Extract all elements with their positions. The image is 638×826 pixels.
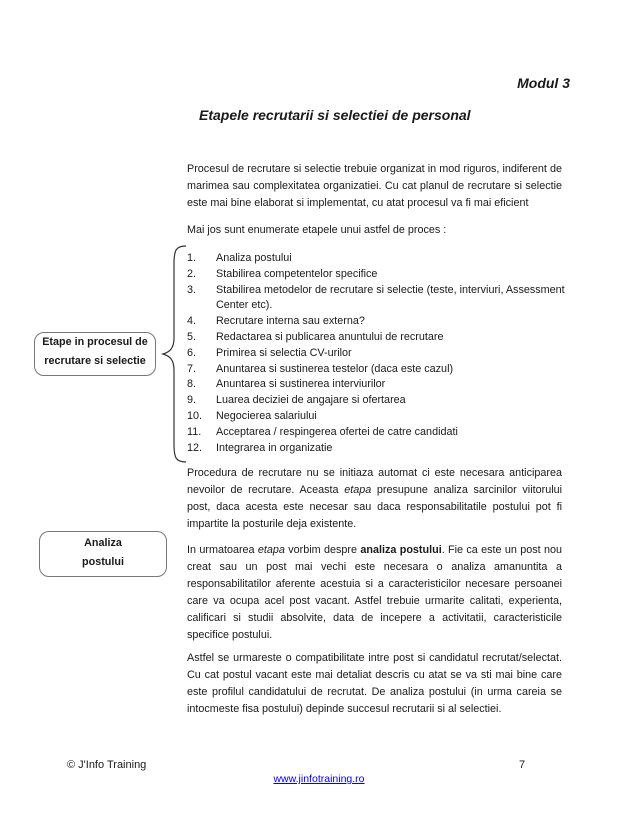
etape-box (34, 332, 156, 376)
p4-text-c: . Fie ca este un post nou creat sau un post mai vechi este necesara o analiza amanuntita a responsabilitatilor aferente acestuia si a caracteristicilor necesare persoanei care va ocupa acel post vacant. Astfel trebuie urmarite calitati, experienta, calificari si studii absolvite, data de incepere a activitatii, caracteristicile specifice postului. (187, 544, 562, 641)
step-text: Anuntarea si sustinerea testelor (daca este cazul) (216, 362, 454, 375)
step-number: 10. (187, 409, 203, 422)
p4-strong: analiza postului (360, 544, 442, 556)
step-text: Stabilirea metodelor de recrutare si selectie (teste, interviuri, Assessment Center etc). (216, 283, 565, 312)
step-item (187, 441, 567, 457)
step-item (187, 330, 567, 346)
step-text: Redactarea si publicarea anuntului de recrutare (216, 330, 444, 343)
step-item (187, 283, 567, 315)
p3-text-b: presupune analiza sarcinilor viitorului post, daca acesta este necesar sau daca responsabilitatile postului pot fi impartite la posturile deja existente. (187, 484, 562, 530)
footer-copyright: © J'Info Training (67, 759, 147, 771)
step-item (187, 251, 567, 267)
etape-box-line2: recrutare si selectie (44, 355, 146, 367)
step-number: 6. (187, 346, 197, 359)
step-text: Integrarea in organizatie (216, 441, 333, 454)
analiza-box (39, 531, 167, 577)
procedure-paragraph (187, 465, 562, 533)
step-text: Primirea si selectia CV-urilor (216, 346, 352, 359)
step-item (187, 346, 567, 362)
step-text: Acceptarea / respingerea ofertei de catre candidati (216, 425, 458, 438)
footer-link[interactable]: www.jinfotraining.ro (273, 773, 365, 785)
intro-paragraph: Procesul de recrutare si selectie trebuie organizat in mod riguros, indiferent de marimea sau complexitatea organizatiei. Cu cat planul de recrutare si selectie este mai bine elaborat si implementat, cu atat procesul va fi mai eficient (187, 163, 562, 209)
step-text: Analiza postului (216, 252, 292, 264)
step-text: Luarea deciziei de angajare si ofertarea (216, 394, 406, 407)
step-item (187, 393, 567, 409)
step-text: Anuntarea si sustinerea interviurilor (216, 378, 386, 391)
step-number: 12. (187, 441, 203, 454)
step-number: 11. (187, 425, 202, 438)
steps-list (187, 251, 567, 456)
p3-text-a: Procedura de recrutare nu se initiaza automat ci este necesara anticiparea nevoilor de recrutare. Aceasta (187, 467, 562, 496)
page-number: 7 (519, 759, 526, 771)
etape-box-line1: Etape in procesul de (42, 336, 148, 348)
p4-text-a: In urmatoarea (187, 544, 258, 556)
step-item (187, 267, 567, 283)
step-item (187, 409, 567, 425)
analiza-paragraph (187, 542, 562, 644)
analiza-box-line2: postului (82, 556, 124, 568)
step-number: 8. (187, 378, 197, 391)
step-number: 2. (187, 267, 197, 280)
list-intro: Mai jos sunt enumerate etapele unui astfel de proces : (187, 224, 447, 236)
step-text: Stabilirea competentelor specifice (216, 267, 378, 280)
p4-text-b: vorbim despre (284, 544, 361, 556)
step-text: Recrutare interna sau externa? (216, 315, 365, 328)
module-label: Modul 3 (517, 75, 570, 91)
step-text: Negocierea salariului (216, 409, 317, 422)
step-item (187, 377, 567, 393)
step-number: 9. (187, 394, 197, 407)
step-item (187, 314, 567, 330)
curly-brace (160, 244, 190, 466)
compatibility-paragraph: Astfel se urmareste o compatibilitate intre post si candidatul recrutat/selectat. Cu cat postul vacant este mai detaliat descris cu atat se va sti mai bine care este profilul candidatului de recrutat. De analiza postului (in urma careia se intocmeste fisa postului) depinde succesul recrutarii si al selectiei. (187, 652, 562, 715)
step-item (187, 362, 567, 378)
p4-emphasis: etapa (257, 544, 285, 556)
step-number: 7. (187, 362, 197, 375)
step-item (187, 425, 567, 441)
step-number: 4. (187, 315, 197, 328)
p3-emphasis: etapa (344, 484, 372, 496)
page-title: Etapele recrutarii si selectiei de personal (199, 107, 471, 123)
step-number: 1. (187, 252, 197, 264)
step-number: 3. (187, 283, 197, 296)
analiza-box-line1: Analiza (84, 537, 122, 549)
step-number: 5. (187, 330, 197, 343)
